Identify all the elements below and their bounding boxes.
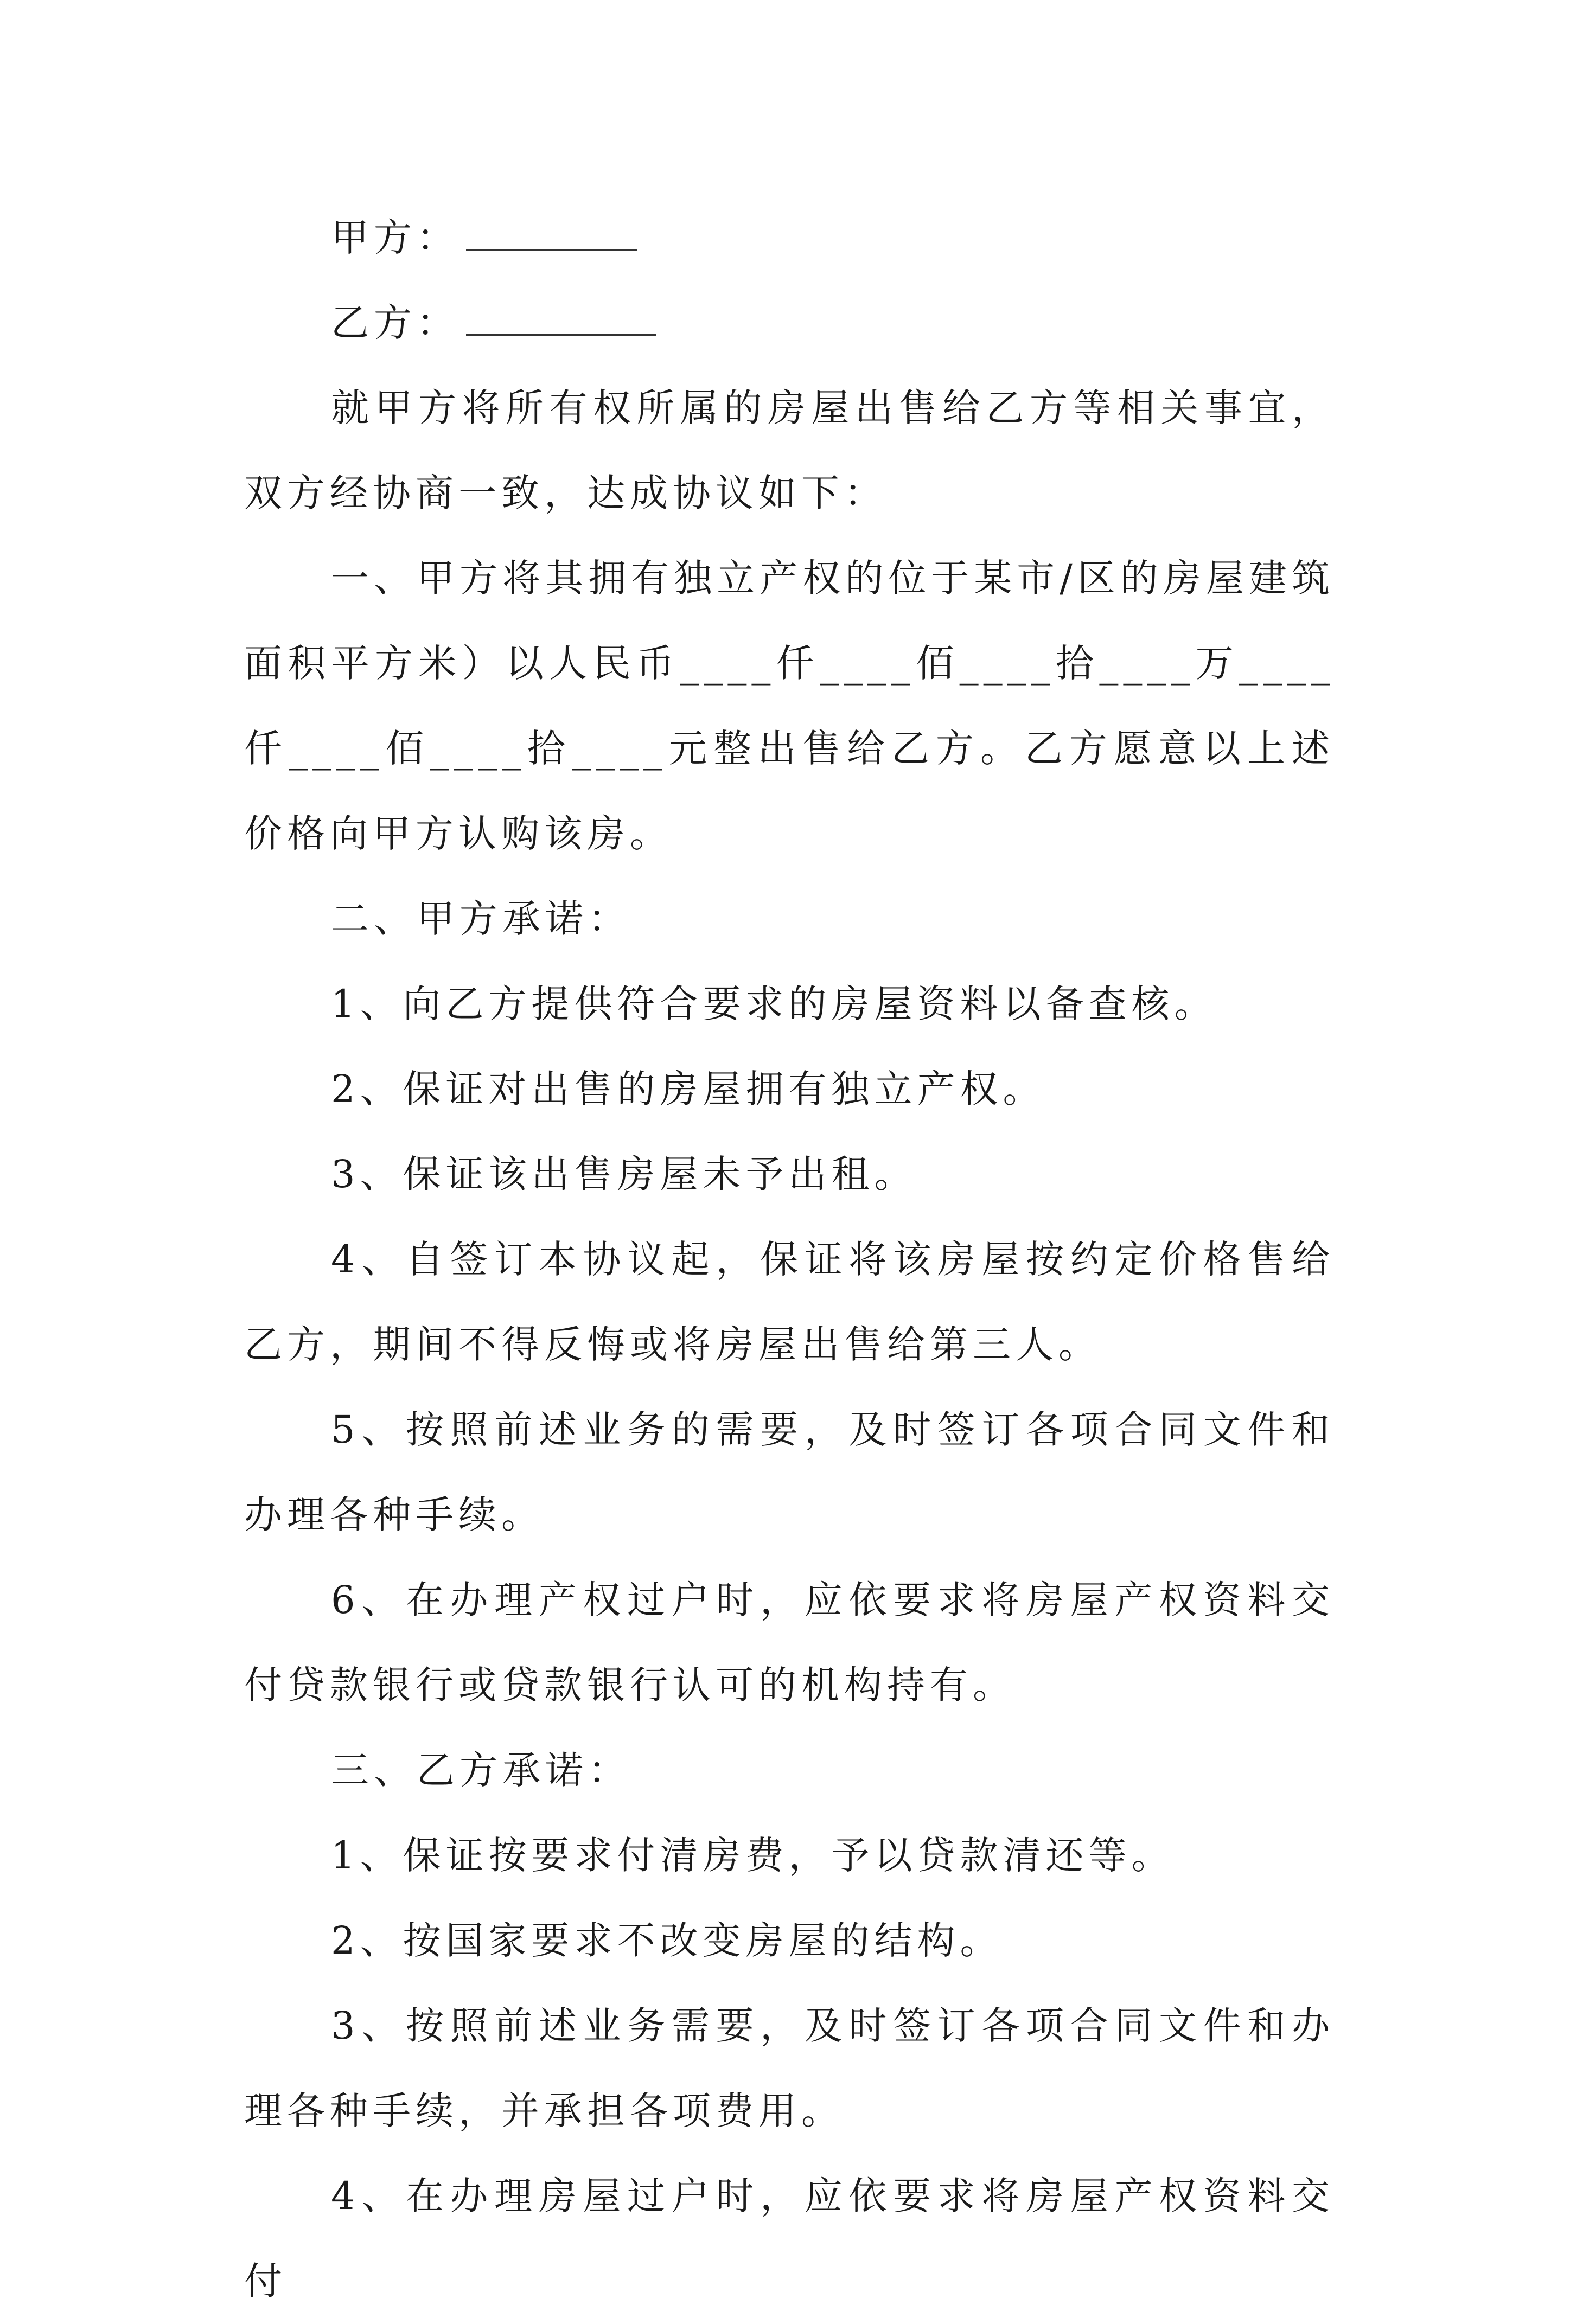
section-2-item-4: 4、自签订本协议起，保证将该房屋按约定价格售给乙方，期间不得反悔或将房屋出售给第三人。	[244, 1237, 1335, 1367]
section-2-item-5: 5、按照前述业务的需要，及时签订各项合同文件和办理各种手续。	[244, 1407, 1335, 1537]
section-3-item-2: 2、按国家要求不改变房屋的结构。	[331, 1918, 1003, 1963]
section-2-item-1: 1、向乙方提供符合要求的房屋资料以备查核。	[331, 982, 1217, 1026]
section-2-heading: 二、甲方承诺：	[331, 897, 631, 941]
party-b-blank	[466, 300, 656, 336]
document-page	[244, 195, 1335, 2324]
party-a-blank	[466, 215, 637, 251]
party-a-line	[244, 195, 1335, 280]
party-b-line	[244, 280, 1335, 366]
section-3-item-1: 1、保证按要求付清房费，予以贷款清还等。	[331, 1833, 1175, 1878]
section-2-item-3: 3、保证该出售房屋未予出租。	[331, 1152, 917, 1196]
clause-1-price: 一、甲方将其拥有独立产权的位于某市/区的房屋建筑面积平方米）以人民币____仟____佰____拾____万____仟____佰____拾____元整出售给乙方。乙方愿意以上述价格向甲方认购该房。	[244, 556, 1335, 856]
party-a-label: 甲方：	[331, 215, 459, 260]
section-3-item-4: 4、在办理房屋过户时，应依要求将房屋产权资料交付	[244, 2174, 1335, 2303]
section-2-item-6: 6、在办理产权过户时，应依要求将房屋产权资料交付贷款银行或贷款银行认可的机构持有。	[244, 1578, 1335, 1707]
intro-paragraph: 就甲方将所有权所属的房屋出售给乙方等相关事宜，双方经协商一致，达成协议如下：	[244, 386, 1335, 515]
section-3-item-3: 3、按照前述业务需要，及时签订各项合同文件和办理各种手续，并承担各项费用。	[244, 2003, 1335, 2133]
section-2-item-2: 2、保证对出售的房屋拥有独立产权。	[331, 1067, 1046, 1111]
party-b-label: 乙方：	[331, 300, 459, 345]
section-3-heading: 三、乙方承诺：	[331, 1748, 631, 1792]
